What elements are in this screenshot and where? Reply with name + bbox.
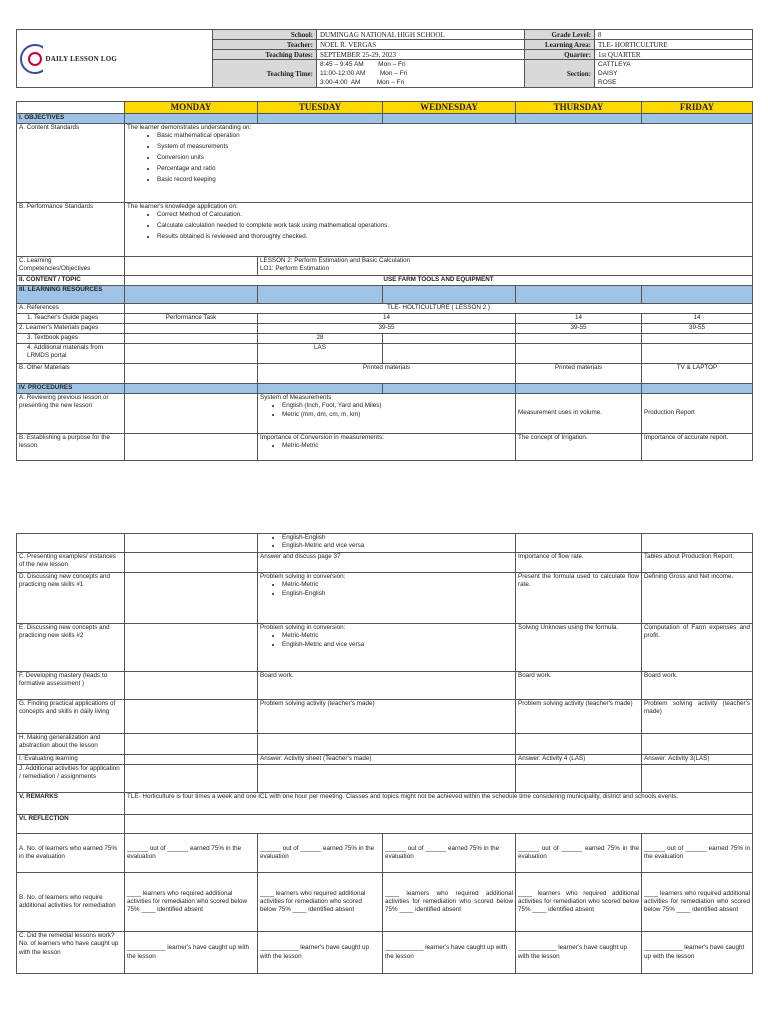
teachers-guide-thursday: 14 — [516, 314, 642, 324]
other-materials-thursday: Printed materials — [516, 364, 642, 384]
reflection-b-monday: ____ learners who required additional activities for remediation who scored below 75% ____ identified absent — [125, 873, 258, 932]
reflection-a-label: A. No. of learners who earned 75% in the evaluation — [17, 834, 125, 873]
resources-heading: III. LEARNING RESOURCES — [17, 286, 125, 304]
dates-label: Teaching Dates: — [213, 50, 317, 60]
learners-materials-label: 2. Learner's Materials pages — [17, 324, 125, 334]
proc-i-label: I. Evaluating learning — [17, 755, 125, 765]
section-label: Section: — [525, 60, 595, 88]
grade-value: 8 — [595, 30, 753, 40]
proc-b-friday: Importance of accurate report. — [642, 434, 753, 461]
quarter-value: 1st QUARTER — [595, 50, 753, 60]
reflection-a-tuesday: ______ out of ______ earned 75% in the evaluation — [258, 834, 383, 873]
reflection-c-friday: ___________ learner's have caught up with the lesson — [642, 932, 753, 974]
proc-c-label: C. Presenting examples/ instances of the new lesson — [17, 553, 125, 573]
objectives-heading: I. OBJECTIVES — [17, 114, 125, 124]
reflection-a-thursday: ______ out of ______ earned 75% in the evaluation — [516, 834, 642, 873]
proc-a-thursday: Measurement uses in volume. — [516, 394, 642, 434]
log-title: DAILY LESSON LOG — [43, 30, 213, 88]
teacher-label: Teacher: — [213, 40, 317, 50]
proc-i-friday: Answer: Activity 3(LAS) — [642, 755, 753, 765]
learners-materials-pages: 39-55 — [258, 324, 516, 334]
other-materials-label: B. Other Materials — [17, 364, 125, 384]
day-wednesday: WEDNESDAY — [383, 102, 516, 114]
header-block — [16, 29, 752, 88]
proc-e-thursday: Solving Unknows using the formula. — [516, 624, 642, 672]
proc-b-thursday: The concept of Irrigation. — [516, 434, 642, 461]
proc-g-label: G. Finding practical applications of concepts and skills in daily living — [17, 700, 125, 734]
proc-g-friday: Problem solving activity (teacher's made) — [642, 700, 753, 734]
proc-b-continued: • English-English • English-Metric and vice versa — [258, 534, 516, 553]
proc-c-content: Answer and discuss page 37 — [258, 553, 516, 573]
proc-e-friday: Computation of Farm expenses and profit. — [642, 624, 753, 672]
proc-a-label: A. Reviewing previous lesson or presenting the new lesson — [17, 394, 125, 434]
reflection-b-label: B. No. of learners who require additional activities for remediation — [17, 873, 125, 932]
section-values: CATTLEYA DAISY ROSE — [595, 60, 753, 88]
proc-f-label: F. Developing mastery (leads to formative assessment ) — [17, 672, 125, 700]
day-monday: MONDAY — [125, 102, 258, 114]
reflection-c-thursday: ___________ learner's have caught up with the lesson — [516, 932, 642, 974]
proc-d-thursday: Present the formula used to calculate flow rate. — [516, 573, 642, 624]
proc-b-label: B. Establishing a purpose for the lesson — [17, 434, 125, 461]
time-values: 8:45 – 9:45 AM Mon – Fri 11:00-12:00 AM Mon – Fri 3:00-4:00 AM Mon – Fri — [317, 60, 525, 88]
proc-a-content: System of Measurements • English (Inch, Foot, Yard and Miles) • Metric (mm, dm, cm, m, km) — [258, 394, 516, 434]
teachers-guide-label: 1. Teacher's Guide pages — [17, 314, 125, 324]
additional-materials: LAS — [258, 344, 383, 364]
content-standards: The learner demonstrates understanding on: • Basic mathematical operation • System of measurements • Conversion units • Percentage and ratio • Basic record keeping — [125, 124, 753, 203]
grade-label: Grade Level: — [525, 30, 595, 40]
additional-materials-label: 4. Additional materials from LRMDS portal — [17, 344, 125, 364]
proc-j-label: J. Additional activities for application / remediation / assignments — [17, 765, 125, 793]
remarks-label: V. REMARKS — [17, 793, 125, 815]
proc-d-friday: Defining Gross and Net income. — [642, 573, 753, 624]
proc-c-friday: Tables about Production Report. — [642, 553, 753, 573]
other-materials: Printed materials — [258, 364, 516, 384]
reflection-c-wednesday: ___________ learner's have caught up with the lesson — [383, 932, 516, 974]
reflection-c-tuesday: ___________ learner's have caught up with the lesson — [258, 932, 383, 974]
proc-i-content: Answer: Activity sheet (Teacher's made) — [258, 755, 516, 765]
performance-standards-label: B. Performance Standards — [17, 203, 125, 257]
area-value: TLE- HORTICULTURE — [595, 40, 753, 50]
references: TLE- HOLTICULTURE ( LESSON 2 ) — [125, 304, 753, 314]
learners-materials-thursday: 39-55 — [516, 324, 642, 334]
day-tuesday: TUESDAY — [258, 102, 383, 114]
content-standards-label: A. Content Standards — [17, 124, 125, 203]
competencies: LESSON 2: Perform Estimation and Basic Calculation LO1: Perform Estimation — [258, 257, 753, 276]
teacher-value: NOEL R. VERGAS — [317, 40, 525, 50]
teachers-guide-pages: 14 — [258, 314, 516, 324]
textbook-pages: 28 — [258, 334, 383, 344]
time-label: Teaching Time: — [213, 60, 317, 88]
lesson-table-page1 — [16, 101, 752, 461]
day-thursday: THURSDAY — [516, 102, 642, 114]
quarter-label: Quarter: — [525, 50, 595, 60]
reflection-b-thursday: ____ learners who required additional activities for remediation who scored below 75% ____ identified absent — [516, 873, 642, 932]
proc-e-content: Problem solving in conversion: • Metric-Metric • English-Metric and vice versa — [258, 624, 516, 672]
proc-g-content: Problem solving activity (teacher's made) — [258, 700, 516, 734]
lesson-table-page2 — [16, 533, 752, 974]
learners-materials-friday: 39-55 — [642, 324, 753, 334]
area-label: Learning Area: — [525, 40, 595, 50]
proc-b-content: Importance of Conversion in measurements: • Metric-Metric — [258, 434, 516, 461]
references-label: A. References — [17, 304, 125, 314]
competencies-label: C. Learning Competencies/Objectives — [17, 257, 125, 276]
procedures-heading: IV. PROCEDURES — [17, 384, 125, 394]
reflection-c-monday: ___________ learner's have caught up with the lesson — [125, 932, 258, 974]
proc-e-label: E. Discussing new concepts and practicing new skills #2 — [17, 624, 125, 672]
proc-d-content: Problem solving in conversion: • Metric-Metric • English-English — [258, 573, 516, 624]
proc-f-content: Board work. — [258, 672, 516, 700]
content-topic-label: II. CONTENT / TOPIC — [17, 276, 125, 286]
teachers-guide-monday: Performance Task — [125, 314, 258, 324]
dates-value: SEPTEMBER 25-29, 2023 — [317, 50, 525, 60]
reflection-a-monday: ______ out of ______ earned 75% in the evaluation — [125, 834, 258, 873]
deped-seal-icon — [20, 44, 43, 74]
proc-f-thursday: Board work. — [516, 672, 642, 700]
remarks: TLE- Horticulture is four times a week and one ICL with one hour per meeting. Classes and topics might not be achieved within the schedule time considering municipality, district and schools events. — [125, 793, 753, 815]
proc-i-thursday: Answer: Activity 4 (LAS) — [516, 755, 642, 765]
performance-standards: The learner's knowledge application on: • Correct Method of Calculation. • Calculate calculation needed to complete work task using mathematical operations. • Results obtained is reviewed and thoroughly checked. — [125, 203, 753, 257]
other-materials-friday: TV & LAPTOP — [642, 364, 753, 384]
reflection-a-friday: ______ out of ______ earned 75% in the evaluation — [642, 834, 753, 873]
proc-d-label: D. Discussing new concepts and practicing new skills #1 — [17, 573, 125, 624]
content-topic: USE FARM TOOLS AND EQUIPMENT — [125, 276, 753, 286]
school-label: School: — [213, 30, 317, 40]
proc-f-friday: Board work. — [642, 672, 753, 700]
proc-g-thursday: Problem solving activity (teacher's made) — [516, 700, 642, 734]
reflection-a-wednesday: ______ out of ______ earned 75% in the evaluation — [383, 834, 516, 873]
reflection-b-wednesday: ____ learners who required additional activities for remediation who scored below 75% ____ identified absent — [383, 873, 516, 932]
reflection-c-label: C. Did the remedial lessons work? No. of learners who have caught up with the lesson — [17, 932, 125, 974]
proc-h-label: H. Making generalization and abstraction about the lesson — [17, 734, 125, 755]
teachers-guide-friday: 14 — [642, 314, 753, 324]
textbook-label: 3. Textbook pages — [17, 334, 125, 344]
day-friday: FRIDAY — [642, 102, 753, 114]
school-value: DUMINGAG NATIONAL HIGH SCHOOL — [317, 30, 525, 40]
reflection-heading: VI. REFLECTION — [17, 815, 125, 834]
proc-c-thursday: Importance of flow rate. — [516, 553, 642, 573]
reflection-b-friday: ____ learners who required additional activities for remediation who scored below 75% ____ identified absent — [642, 873, 753, 932]
proc-a-friday: Production Report — [642, 394, 753, 434]
reflection-b-tuesday: ____ learners who required additional activities for remediation who scored below 75% ____ identified absent — [258, 873, 383, 932]
